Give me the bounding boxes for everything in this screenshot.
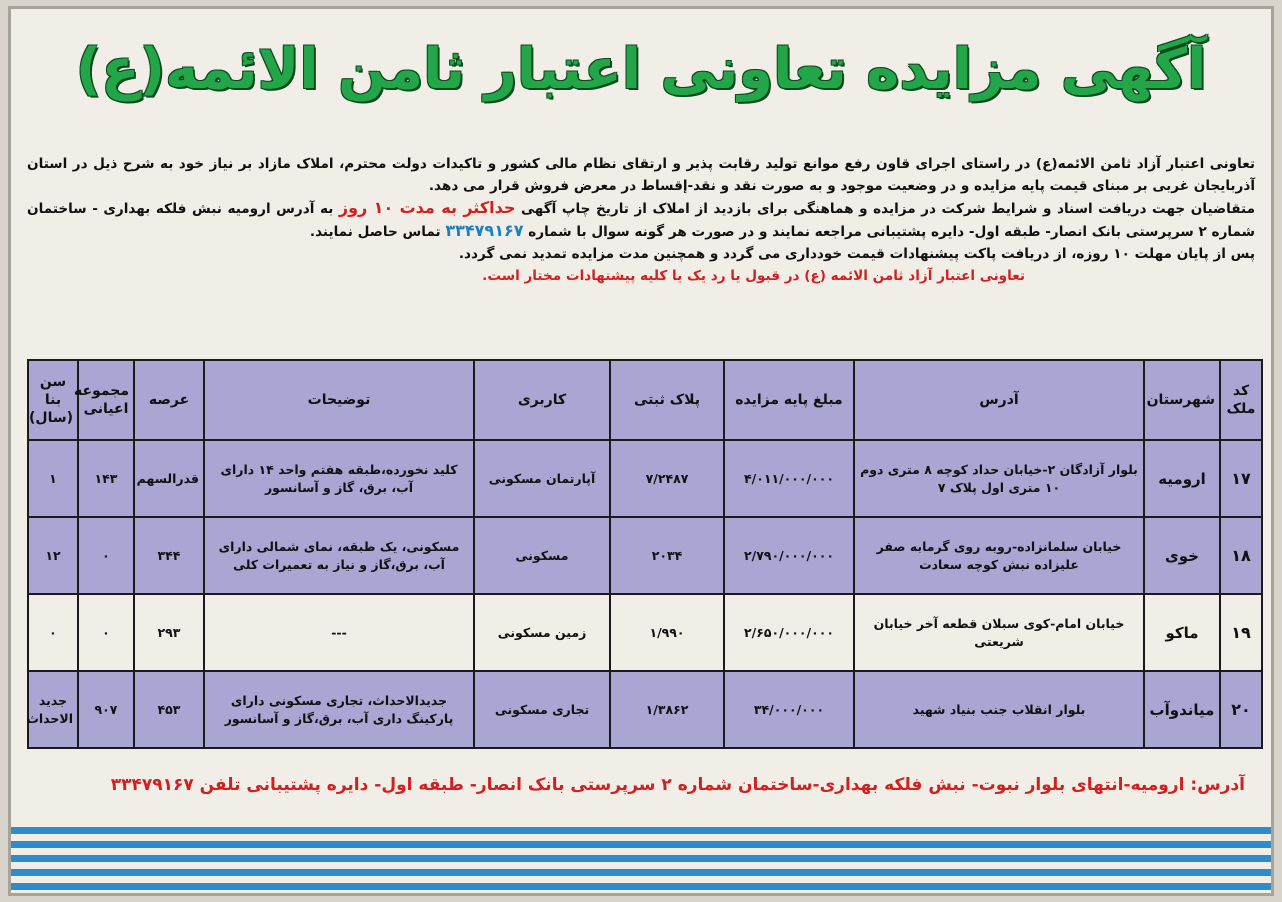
deadline-highlight: حداکثر به مدت ۱۰ روز (338, 198, 516, 217)
rights-note: تعاونی اعتبار آزاد ثامن الائمه (ع) در قبول یا رد یک یا کلیه پیشنهادات مختار است. (482, 268, 1025, 284)
cell-plate: ۲۰۳۴ (610, 517, 724, 594)
intro-paragraph-2 (27, 197, 1255, 243)
cell-description: کلید نخورده،طبقه هفتم واحد ۱۴ دارای آب، برق، گاز و آسانسور (204, 440, 474, 517)
cell-building-age: ۰ (28, 594, 78, 671)
cell-code: ۲۰ (1220, 671, 1262, 748)
cell-price: ۴/۰۱۱/۰۰۰/۰۰۰ (724, 440, 854, 517)
cell-description: مسکونی، یک طبقه، نمای شمالی دارای آب، برق،گاز و نیاز به تعمیرات کلی (204, 517, 474, 594)
cell-description: جدیدالاحداث، تجاری مسکونی دارای پارکینگ داری آب، برق،گاز و آسانسور (204, 671, 474, 748)
cell-city: ارومیه (1144, 440, 1220, 517)
notice-title: آگهی مزایده تعاونی اعتبار ثامن الائمه(ع) (75, 37, 1207, 102)
cell-built-area: ۹۰۷ (78, 671, 134, 748)
cell-address: خیابان امام-کوی سبلان قطعه آخر خیابان شریعتی (854, 594, 1144, 671)
cell-code: ۱۹ (1220, 594, 1262, 671)
cell-building-age: جدید الاحداث (28, 671, 78, 748)
table-row (28, 594, 1262, 671)
decorative-stripe (11, 841, 1271, 848)
cell-code: ۱۸ (1220, 517, 1262, 594)
header-city: شهرستان (1144, 360, 1220, 440)
cell-usage: مسکونی (474, 517, 610, 594)
header-code: کد ملک (1220, 360, 1262, 440)
footer-address: آدرس: ارومیه-انتهای بلوار نبوت- نبش فلکه بهداری-ساختمان شماره ۲ سرپرستی بانک انصار- طبقه اول- دایره پشتیبانی تلفن ۳۳۴۷۹۱۶۷ (110, 775, 1245, 795)
table-row (28, 517, 1262, 594)
cell-land-area: ۴۵۳ (134, 671, 204, 748)
cell-building-age: ۱ (28, 440, 78, 517)
header-plate: پلاک ثبتی (610, 360, 724, 440)
table-row (28, 440, 1262, 517)
header-usage: کاربری (474, 360, 610, 440)
cell-usage: زمین مسکونی (474, 594, 610, 671)
decorative-stripe (11, 883, 1271, 890)
intro-paragraph-3: پس از پایان مهلت ۱۰ روزه، از دریافت پاکت پیشنهادات قیمت خودداری می گردد و همچنین مدت مزایده تمدید نمی گردد. (458, 246, 1255, 262)
cell-land-area: ۲۹۳ (134, 594, 204, 671)
cell-description: --- (204, 594, 474, 671)
decorative-stripe (11, 855, 1271, 862)
intro-paragraph-1: تعاونی اعتبار آزاد ثامن الائمه(ع) در راستای اجرای قاون رفع موانع تولید رقابت پذیر و ارتقای نظام مالی کشور و تاکیدات دولت محترم، املاک مازاد بر نیاز خود به شرح ذیل در استان آذربایجان غربی بر مبنای قیمت پایه مزایده و در وضعیت موجود و به صورت نقد و نقد-إقساط در معرض فروش قرار می دهد. (27, 156, 1255, 194)
phone-number: ۳۳۴۷۹۱۶۷ (445, 221, 524, 240)
header-price: مبلغ پایه مزایده (724, 360, 854, 440)
header-address: آدرس (854, 360, 1144, 440)
table-row (28, 671, 1262, 748)
decorative-stripe (11, 869, 1271, 876)
cell-usage: تجاری مسکونی (474, 671, 610, 748)
table-header-row (28, 360, 1262, 440)
header-built-area: مجموعه اعیانی (78, 360, 134, 440)
header-land-area: عرصه (134, 360, 204, 440)
intro-paragraph-2-end: تماس حاصل نمایند. (309, 224, 441, 240)
cell-address: بلوار انقلاب جنب بنیاد شهید (854, 671, 1144, 748)
cell-plate: ۱/۳۸۶۲ (610, 671, 724, 748)
cell-city: میاندوآب (1144, 671, 1220, 748)
cell-built-area: ۰ (78, 517, 134, 594)
cell-land-area: قدرالسهم (134, 440, 204, 517)
intro-paragraph-2-middle: به آدرس ارومیه نبش فلکه بهداری - ساختمان شماره ۲ سرپرستی بانک انصار- طبقه اول- دایره پشتیبانی مراجعه نمایند و در صورت هر گونه سوال با شماره (27, 201, 1255, 240)
decorative-stripe (11, 827, 1271, 834)
cell-address: بلوار آزادگان ۲-خیابان حداد کوچه ۸ متری دوم ۱۰ متری اول پلاک ۷ (854, 440, 1144, 517)
cell-plate: ۱/۹۹۰ (610, 594, 724, 671)
property-table (27, 359, 1263, 749)
cell-built-area: ۱۴۳ (78, 440, 134, 517)
intro-paragraph-2-start: متقاضیان جهت دریافت اسناد و شرایط شرکت در مزایده و هماهنگی برای بازدید از املاک از تاریخ چاپ آگهی (520, 201, 1256, 217)
cell-code: ۱۷ (1220, 440, 1262, 517)
cell-plate: ۷/۲۴۸۷ (610, 440, 724, 517)
cell-address: خیابان سلمانزاده-روبه روی گرمابه صفر علیزاده نبش کوچه سعادت (854, 517, 1144, 594)
cell-city: ماکو (1144, 594, 1220, 671)
auction-notice (8, 6, 1274, 896)
cell-usage: آپارتمان مسکونی (474, 440, 610, 517)
header-building-age: سن بنا (سال) (28, 360, 78, 440)
intro-text (27, 153, 1255, 287)
cell-price: ۳۴/۰۰۰/۰۰۰ (724, 671, 854, 748)
cell-building-age: ۱۲ (28, 517, 78, 594)
cell-price: ۲/۶۵۰/۰۰۰/۰۰۰ (724, 594, 854, 671)
header-description: توضیحات (204, 360, 474, 440)
cell-city: خوی (1144, 517, 1220, 594)
cell-price: ۲/۷۹۰/۰۰۰/۰۰۰ (724, 517, 854, 594)
cell-land-area: ۳۴۴ (134, 517, 204, 594)
cell-built-area: ۰ (78, 594, 134, 671)
